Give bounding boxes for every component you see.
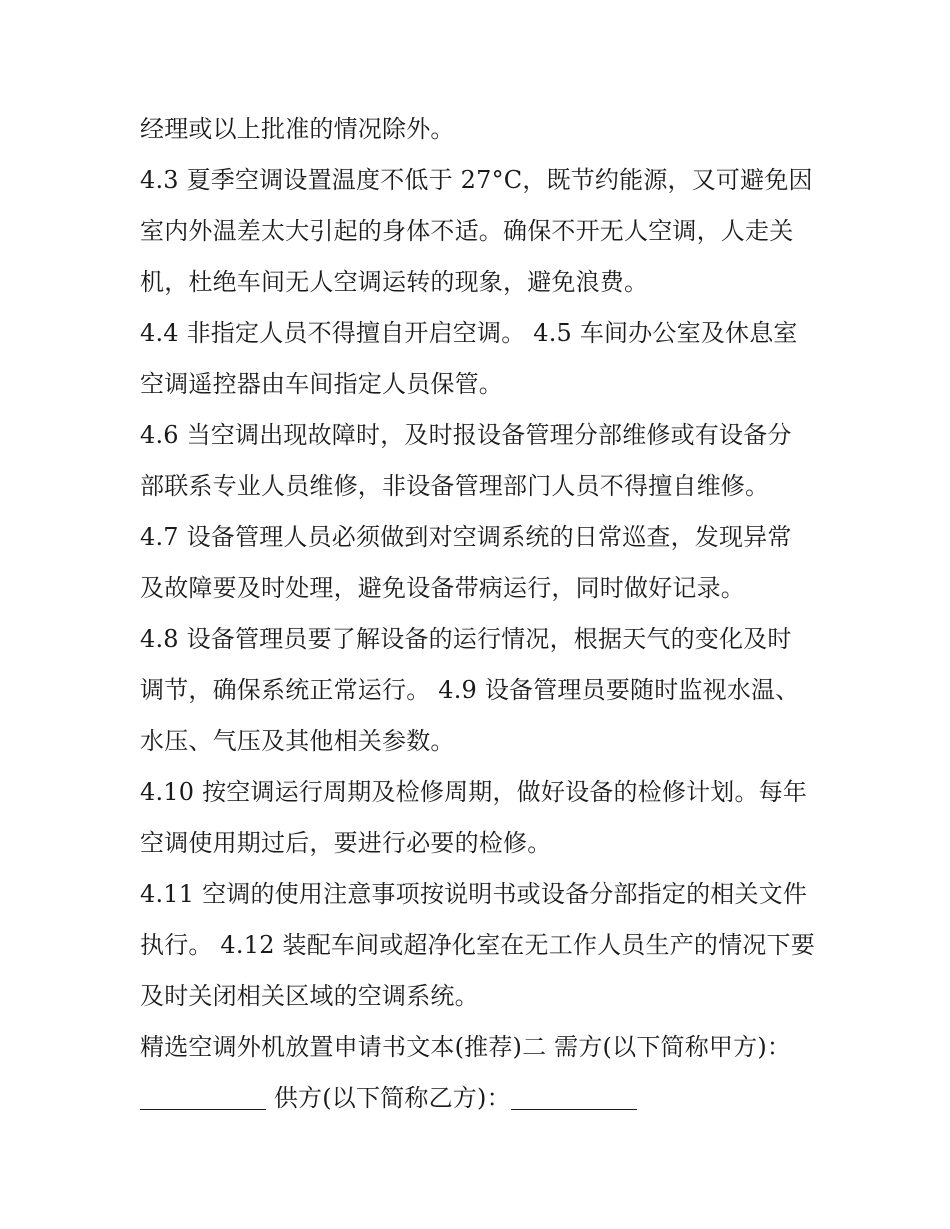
text-line: 经理或以上批准的情况除外。: [140, 115, 455, 143]
document-body: [140, 104, 830, 1124]
text-line: 室内外温差太大引起的身体不适。确保不开无人空调，人走关: [140, 217, 794, 245]
text-line: 空调使用期过后，要进行必要的检修。: [140, 829, 552, 857]
supplier-label: 供方(以下简称乙方)：: [273, 1084, 511, 1112]
text-line: 执行。 4.12 装配车间或超净化室在无工作人员生产的情况下要: [140, 931, 815, 959]
blank-underline-party-b: [511, 1108, 637, 1110]
text-line: 及故障要及时处理，避免设备带病运行，同时做好记录。: [140, 574, 745, 602]
text-line: 机，杜绝车间无人空调运转的现象，避免浪费。: [140, 268, 649, 296]
text-line: 水压、气压及其他相关参数。: [140, 727, 455, 755]
text-line-with-blanks: [140, 1073, 830, 1124]
text-line: 4.8 设备管理员要了解设备的运行情况，根据天气的变化及时: [140, 625, 792, 653]
text-line: 空调遥控器由车间指定人员保管。: [140, 370, 503, 398]
text-line: 精选空调外机放置申请书文本(推荐)二 需方(以下简称甲方)：: [140, 1033, 792, 1061]
blank-underline-party-a: [140, 1108, 266, 1110]
text-line: 4.4 非指定人员不得擅自开启空调。 4.5 车间办公室及休息室: [140, 319, 798, 347]
text-line: 4.11 空调的使用注意事项按说明书或设备分部指定的相关文件: [140, 880, 808, 908]
text-line: 及时关闭相关区域的空调系统。: [140, 982, 479, 1010]
text-line: 4.7 设备管理人员必须做到对空调系统的日常巡查，发现异常: [140, 523, 792, 551]
text-line: 调节，确保系统正常运行。 4.9 设备管理员要随时监视水温、: [140, 676, 800, 704]
text-line: 4.6 当空调出现故障时，及时报设备管理分部维修或有设备分: [140, 421, 792, 449]
text-line: 部联系专业人员维修，非设备管理部门人员不得擅自维修。: [140, 472, 770, 500]
text-line: 4.10 按空调运行周期及检修周期，做好设备的检修计划。每年: [140, 778, 808, 806]
text-line: 4.3 夏季空调设置温度不低于 27°C，既节约能源，又可避免因: [140, 166, 813, 194]
